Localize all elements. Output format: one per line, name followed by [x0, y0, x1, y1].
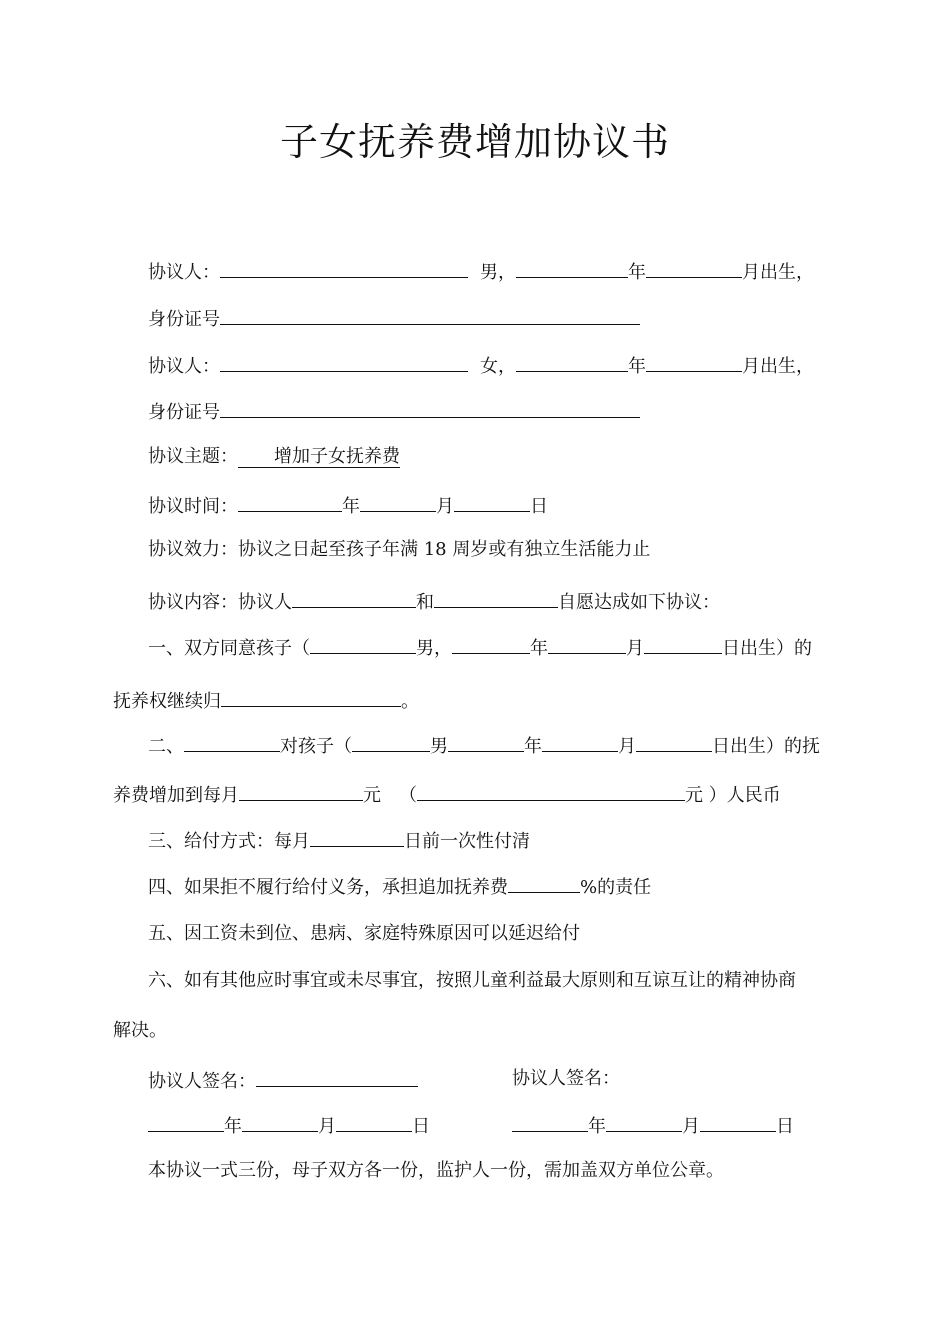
party1-year-label: 年: [628, 262, 646, 283]
clause2-day-field[interactable]: [636, 730, 712, 752]
clause2-day-tail: 日出生）的抚: [712, 736, 820, 757]
clause4-tail: %的责任: [580, 877, 652, 898]
subject-label: 协议主题：: [148, 446, 238, 467]
date-left-month-field[interactable]: [242, 1110, 318, 1132]
content-label: 协议内容：协议人: [148, 592, 292, 613]
date-right-month-label: 月: [682, 1116, 700, 1137]
time-label: 协议时间：: [148, 496, 238, 517]
clause1-day-tail: 日出生）的: [722, 638, 812, 659]
clause6-line2: 解决。: [113, 1020, 167, 1041]
clause1-year-label: 年: [530, 638, 548, 659]
party1-name-field[interactable]: [220, 256, 468, 278]
clause1-year-field[interactable]: [452, 632, 530, 654]
clause2-male: 男: [430, 736, 448, 757]
date-left-year-field[interactable]: [148, 1110, 224, 1132]
id1-label: 身份证号: [148, 309, 220, 330]
clause2-line1: [148, 730, 820, 758]
sign-left-label: 协议人签名：: [148, 1071, 256, 1092]
time-year-field[interactable]: [238, 490, 342, 512]
id2-label: 身份证号: [148, 402, 220, 423]
party1-month-field[interactable]: [646, 256, 742, 278]
clause1-day-field[interactable]: [644, 632, 722, 654]
content-line: [148, 586, 720, 614]
id1-line: [148, 303, 640, 331]
party1-birth-label: 月出生，: [742, 262, 814, 283]
date-right-day-label: 日: [776, 1116, 794, 1137]
clause1-custody-field[interactable]: [221, 685, 401, 707]
note-line: 本协议一式三份，母子双方各一份，监护人一份，需加盖双方单位公章。: [148, 1160, 724, 1181]
clause1-intro: 一、双方同意孩子（: [148, 638, 310, 659]
clause6-line1: 六、如有其他应时事宜或未尽事宜，按照儿童利益最大原则和互谅互让的精神协商: [148, 970, 796, 991]
clause4-label: 四、如果拒不履行给付义务，承担追加抚养费: [148, 877, 508, 898]
clause3-day-field[interactable]: [310, 825, 404, 847]
clause2-line2: [113, 779, 781, 807]
sign-right-label: 协议人签名：: [512, 1068, 620, 1089]
id1-field[interactable]: [220, 303, 640, 325]
date-left: [148, 1110, 430, 1138]
time-line: [148, 490, 548, 518]
effect-line: 协议效力：协议之日起至孩子年满 18 周岁或有独立生活能力止: [148, 539, 651, 560]
content-party2-field[interactable]: [434, 586, 558, 608]
clause3-tail: 日前一次性付清: [404, 831, 530, 852]
content-and: 和: [416, 592, 434, 613]
date-right-year-label: 年: [588, 1116, 606, 1137]
clause4-line: [148, 871, 651, 899]
sign-left-field[interactable]: [256, 1065, 418, 1087]
document-title: 子女抚养费增加协议书: [279, 120, 670, 164]
party2-year-field[interactable]: [516, 350, 628, 372]
clause2-party-field[interactable]: [184, 730, 280, 752]
clause2-amount-field[interactable]: [239, 779, 363, 801]
clause2-year-field[interactable]: [448, 730, 524, 752]
date-left-day-field[interactable]: [336, 1110, 412, 1132]
clause1-line1: [148, 632, 812, 660]
clause2-yuan: 元: [363, 785, 381, 806]
time-day-label: 日: [530, 496, 548, 517]
party2-month-field[interactable]: [646, 350, 742, 372]
date-left-year-label: 年: [224, 1116, 242, 1137]
party1-line: [148, 256, 814, 284]
subject-value: 增加子女抚养费: [238, 446, 400, 468]
clause1-line2: [113, 685, 419, 713]
time-year-label: 年: [342, 496, 360, 517]
date-right-month-field[interactable]: [606, 1110, 682, 1132]
clause1-custody-label: 抚养权继续归: [113, 691, 221, 712]
party2-gender: 女，: [480, 356, 516, 377]
id2-field[interactable]: [220, 396, 640, 418]
clause3-label: 三、给付方式：每月: [148, 831, 310, 852]
clause1-male: 男，: [416, 638, 452, 659]
date-right-day-field[interactable]: [700, 1110, 776, 1132]
content-tail: 自愿达成如下协议：: [558, 592, 720, 613]
clause3-line: [148, 825, 530, 853]
clause2-paren-open: （: [399, 785, 417, 806]
party2-name-field[interactable]: [220, 350, 468, 372]
clause2-currency: 元 ）人民币: [685, 785, 781, 806]
clause2-monthly-label: 养费增加到每月: [113, 785, 239, 806]
time-day-field[interactable]: [454, 490, 530, 512]
date-right: [512, 1110, 794, 1138]
time-month-field[interactable]: [360, 490, 436, 512]
clause1-child-name-field[interactable]: [310, 632, 416, 654]
party2-line: [148, 350, 814, 378]
clause5-line: 五、因工资未到位、患病、家庭特殊原因可以延迟给付: [148, 923, 580, 944]
party1-year-field[interactable]: [516, 256, 628, 278]
date-left-day-label: 日: [412, 1116, 430, 1137]
date-left-month-label: 月: [318, 1116, 336, 1137]
date-right-year-field[interactable]: [512, 1110, 588, 1132]
clause2-child-name-field[interactable]: [352, 730, 430, 752]
content-party1-field[interactable]: [292, 586, 416, 608]
party1-gender: 男，: [480, 262, 516, 283]
clause4-percent-field[interactable]: [508, 871, 580, 893]
id2-line: [148, 396, 640, 424]
sign-left: [148, 1065, 418, 1093]
clause1-end: 。: [401, 691, 419, 712]
clause1-month-label: 月: [626, 638, 644, 659]
party2-label: 协议人：: [148, 356, 220, 377]
time-month-label: 月: [436, 496, 454, 517]
subject-line: [148, 443, 400, 471]
clause2-child-label: 对孩子（: [280, 736, 352, 757]
clause2-amount-words-field[interactable]: [417, 779, 685, 801]
party1-label: 协议人：: [148, 262, 220, 283]
clause2-intro: 二、: [148, 736, 184, 757]
party2-year-label: 年: [628, 356, 646, 377]
clause1-month-field[interactable]: [548, 632, 626, 654]
clause2-month-label: 月: [618, 736, 636, 757]
clause2-year-label: 年: [524, 736, 542, 757]
party2-birth-label: 月出生，: [742, 356, 814, 377]
sign-right: [512, 1065, 620, 1093]
clause2-month-field[interactable]: [542, 730, 618, 752]
